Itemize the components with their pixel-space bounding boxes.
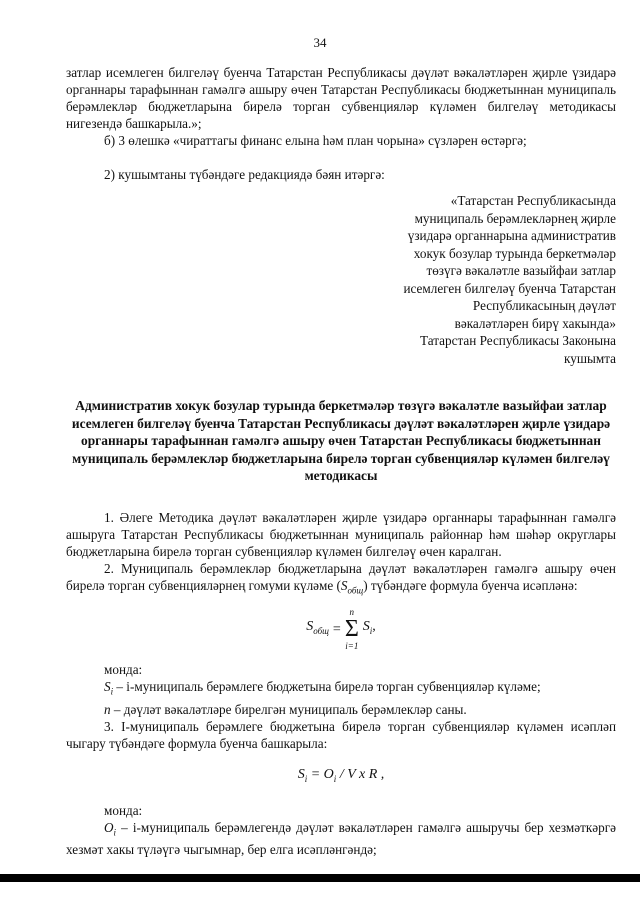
page-number: 34 — [313, 35, 327, 50]
annex-line: төзүгә вәкаләтле вазыйфаи затлар — [426, 263, 616, 278]
annex-line: «Татарстан Республикасында — [450, 193, 616, 208]
annex-line: кушымта — [564, 350, 616, 366]
annex-line: Республикасының дәүләт — [472, 298, 616, 313]
scan-border — [0, 874, 640, 882]
item-3: 3. I-муниципаль берәмлеге бюджетына бирелә торган субвенцияләр күләмен исәпләп чыгару түбәндәге формула буенча башкарыла: — [66, 718, 616, 751]
formula-equals: = — [332, 621, 341, 637]
monda-label-1: монда: — [104, 662, 143, 678]
section-title: Административ хокук бозулар турында беркетмәләр төзүгә вәкаләтле вазыйфаи затлар исемлеген билгеләү буенча Татарстан Республикасы дәүләт вәкаләтләрен җирле үзидарә органнары тарафыннан гамәлгә ашыру өчен Татарстан Республикасы бюджетыннан муниципаль берәмлекләр бюджетларына бирелә торган субвенцияләр күләмен билгеләү методикасы — [71, 398, 611, 483]
paragraph-continuation: затлар исемлеген билгеләү буенча Татарстан Республикасы дәүләт вәкаләтләрен җирле үзидарә органнары тарафыннан гамәлгә ашыру өчен Татарстан Республикасы бюджетыннан муниципаль берәмлекләр бюджетларына бирелә торган субвенцияләр күләмен билгеләү методикасы нигезендә башкарыла.»; — [66, 65, 616, 131]
annex-line: муниципаль берәмлекләрнең җирле — [414, 210, 616, 226]
item-2 — [66, 560, 616, 600]
monda-label-2: монда: — [104, 802, 143, 818]
annex-line: вәкаләтләрен бирү хакында» — [454, 315, 616, 331]
formula-si: $S_i = O_i / V$ х R , — [297, 766, 385, 784]
s-total-symbol: $S_{общ}$ — [340, 577, 364, 596]
formula-term: $S_i$, — [362, 619, 376, 637]
definition-oi: $O_i$ – i-муниципаль берәмлегендә дәүләт вәкаләтләрен гамәлгә ашыручы бер хезмәткәргә хезмәт хакы түләүгә чыгымнар, бер елга исәпләнгәндә; — [66, 819, 617, 858]
formula-sum — [66, 607, 616, 651]
item-2-text-end: ) түбәндәге формула буенча исәпләнә: — [363, 577, 578, 593]
annex-line: Татарстан Республикасы Законына — [420, 333, 616, 348]
sigma-icon: n Σ i=1 — [344, 607, 359, 652]
paragraph-amendment-b: б) 3 өлешкә «чираттагы финанс елына һәм план чорына» сүзләрен өстәргә; — [104, 133, 527, 148]
annex-line: хокук бозулар турында беркетмәләр — [413, 245, 616, 261]
document-body — [66, 64, 616, 858]
definition-n: n – дәүләт вәкаләтләре бирелгән муниципаль берәмлекләр саны. — [104, 701, 467, 717]
annex-line: үзидарә органнарына административ — [407, 228, 616, 243]
definition-si: $S_i$ – i-муниципаль берәмлеге бюджетына бирелә торган субвенцияләр күләме; — [104, 679, 541, 697]
annex-line: исемлеген билгеләү буенча Татарстан — [403, 280, 616, 296]
paragraph-amendment-2: 2) кушымтаны түбәндәге редакциядә бәян итәргә: — [104, 167, 385, 182]
formula-lhs: $S_{общ}$ — [306, 619, 329, 637]
annex-header — [366, 192, 616, 367]
item-2-text-start: 2. Муниципаль берәмлекләр бюджетларына дәүләт вәкаләтләрен гамәлгә ашыру өчен бирелә торган субвенцияләрнең гомуми күләме ( — [66, 560, 616, 593]
item-1: 1. Әлеге Методика дәүләт вәкаләтләрен җирле үзидарә органнары тарафыннан гамәлгә ашыруга Татарстан Республикасы бюджетыннан муниципаль районнар һәм шәһәр округлары бюджетларына бирелә торган субвенцияләр күләмен билгеләү өчен каралган. — [66, 509, 616, 559]
